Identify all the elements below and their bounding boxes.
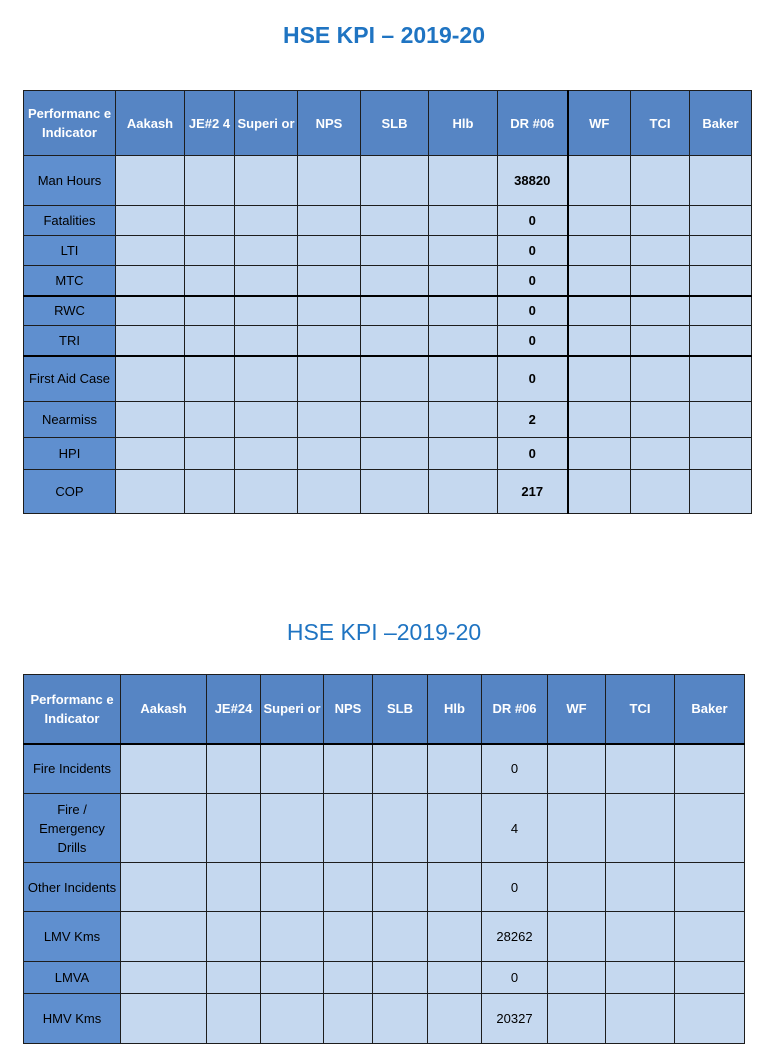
- empty-cell: [185, 236, 235, 266]
- empty-cell: [235, 266, 298, 296]
- empty-cell: [261, 994, 324, 1044]
- empty-cell: [548, 994, 606, 1044]
- empty-cell: [690, 326, 752, 356]
- page-title-2: HSE KPI –2019-20: [286, 619, 482, 645]
- header-performance-indicator: Performanc e Indicator: [24, 675, 121, 744]
- empty-cell: [121, 794, 207, 863]
- empty-cell: [690, 266, 752, 296]
- header-aakash: Aakash: [116, 91, 185, 156]
- empty-cell: [606, 962, 675, 994]
- dr06-value: 0: [498, 356, 568, 402]
- empty-cell: [373, 962, 428, 994]
- row-label: LMVA: [24, 962, 121, 994]
- table-row: [24, 356, 752, 402]
- table-row: [24, 863, 745, 912]
- header-aakash: Aakash: [121, 675, 207, 744]
- empty-cell: [235, 470, 298, 514]
- empty-cell: [185, 356, 235, 402]
- empty-cell: [298, 206, 361, 236]
- empty-cell: [121, 962, 207, 994]
- empty-cell: [116, 156, 185, 206]
- empty-cell: [548, 744, 606, 794]
- header-superior: Superi or: [235, 91, 298, 156]
- table-row: [24, 912, 745, 962]
- empty-cell: [429, 206, 498, 236]
- empty-cell: [675, 863, 745, 912]
- empty-cell: [690, 156, 752, 206]
- empty-cell: [690, 470, 752, 514]
- empty-cell: [429, 438, 498, 470]
- empty-cell: [373, 994, 428, 1044]
- empty-cell: [324, 912, 373, 962]
- header-superior: Superi or: [261, 675, 324, 744]
- empty-cell: [116, 206, 185, 236]
- dr06-value: 0: [482, 863, 548, 912]
- row-label: COP: [24, 470, 116, 514]
- empty-cell: [235, 326, 298, 356]
- empty-cell: [568, 326, 631, 356]
- empty-cell: [185, 402, 235, 438]
- empty-cell: [298, 266, 361, 296]
- dr06-value: 38820: [498, 156, 568, 206]
- empty-cell: [235, 156, 298, 206]
- header-tci: TCI: [631, 91, 690, 156]
- empty-cell: [207, 863, 261, 912]
- dr06-value: 0: [498, 438, 568, 470]
- table-row: [24, 296, 752, 326]
- empty-cell: [690, 206, 752, 236]
- empty-cell: [298, 296, 361, 326]
- header-slb: SLB: [373, 675, 428, 744]
- empty-cell: [373, 794, 428, 863]
- table-row: [24, 402, 752, 438]
- row-label: Other Incidents: [24, 863, 121, 912]
- empty-cell: [207, 962, 261, 994]
- empty-cell: [298, 438, 361, 470]
- empty-cell: [548, 863, 606, 912]
- empty-cell: [298, 470, 361, 514]
- empty-cell: [116, 438, 185, 470]
- empty-cell: [185, 206, 235, 236]
- dr06-value: 0: [498, 236, 568, 266]
- header-hlb: Hlb: [429, 91, 498, 156]
- empty-cell: [428, 994, 482, 1044]
- empty-cell: [690, 356, 752, 402]
- table-row: [24, 744, 745, 794]
- header-slb: SLB: [361, 91, 429, 156]
- empty-cell: [207, 744, 261, 794]
- empty-cell: [361, 266, 429, 296]
- empty-cell: [606, 912, 675, 962]
- empty-cell: [361, 206, 429, 236]
- empty-cell: [116, 356, 185, 402]
- empty-cell: [568, 470, 631, 514]
- empty-cell: [324, 794, 373, 863]
- empty-cell: [675, 912, 745, 962]
- empty-cell: [116, 402, 185, 438]
- empty-cell: [429, 266, 498, 296]
- row-label: RWC: [24, 296, 116, 326]
- table-row: [24, 206, 752, 236]
- empty-cell: [235, 206, 298, 236]
- empty-cell: [631, 470, 690, 514]
- empty-cell: [235, 296, 298, 326]
- empty-cell: [548, 912, 606, 962]
- empty-cell: [121, 744, 207, 794]
- header-je24: JE#2 4: [185, 91, 235, 156]
- dr06-value: 28262: [482, 912, 548, 962]
- empty-cell: [429, 236, 498, 266]
- empty-cell: [429, 326, 498, 356]
- empty-cell: [690, 402, 752, 438]
- empty-cell: [631, 156, 690, 206]
- empty-cell: [428, 863, 482, 912]
- empty-cell: [631, 206, 690, 236]
- empty-cell: [568, 156, 631, 206]
- header-wf: WF: [568, 91, 631, 156]
- empty-cell: [606, 794, 675, 863]
- header-performance-indicator: Performanc e Indicator: [24, 91, 116, 156]
- empty-cell: [116, 266, 185, 296]
- empty-cell: [548, 794, 606, 863]
- empty-cell: [116, 296, 185, 326]
- empty-cell: [261, 794, 324, 863]
- empty-cell: [324, 994, 373, 1044]
- header-nps: NPS: [324, 675, 373, 744]
- table-row: [24, 326, 752, 356]
- empty-cell: [298, 356, 361, 402]
- dr06-value: 217: [498, 470, 568, 514]
- dr06-value: 0: [498, 296, 568, 326]
- table-row: [24, 470, 752, 514]
- empty-cell: [631, 356, 690, 402]
- empty-cell: [261, 863, 324, 912]
- empty-cell: [261, 962, 324, 994]
- empty-cell: [121, 863, 207, 912]
- empty-cell: [235, 236, 298, 266]
- empty-cell: [690, 296, 752, 326]
- empty-cell: [324, 744, 373, 794]
- empty-cell: [207, 994, 261, 1044]
- header-nps: NPS: [298, 91, 361, 156]
- empty-cell: [631, 326, 690, 356]
- empty-cell: [548, 962, 606, 994]
- empty-cell: [429, 296, 498, 326]
- empty-cell: [631, 236, 690, 266]
- empty-cell: [429, 470, 498, 514]
- empty-cell: [324, 863, 373, 912]
- row-label: Fire Incidents: [24, 744, 121, 794]
- empty-cell: [116, 236, 185, 266]
- empty-cell: [429, 356, 498, 402]
- empty-cell: [568, 236, 631, 266]
- header-dr06: DR #06: [482, 675, 548, 744]
- empty-cell: [675, 744, 745, 794]
- dr06-value: 0: [498, 326, 568, 356]
- empty-cell: [675, 794, 745, 863]
- empty-cell: [568, 438, 631, 470]
- table-row: [24, 794, 745, 863]
- dr06-value: 0: [482, 962, 548, 994]
- row-label: HMV Kms: [24, 994, 121, 1044]
- empty-cell: [631, 438, 690, 470]
- empty-cell: [207, 794, 261, 863]
- empty-cell: [428, 962, 482, 994]
- row-label: HPI: [24, 438, 116, 470]
- dr06-value: 20327: [482, 994, 548, 1044]
- empty-cell: [185, 296, 235, 326]
- dr06-value: 0: [498, 206, 568, 236]
- empty-cell: [429, 156, 498, 206]
- empty-cell: [324, 962, 373, 994]
- empty-cell: [121, 912, 207, 962]
- row-label: Fire / Emergency Drills: [24, 794, 121, 863]
- empty-cell: [373, 912, 428, 962]
- empty-cell: [361, 438, 429, 470]
- empty-cell: [690, 236, 752, 266]
- empty-cell: [116, 470, 185, 514]
- table-row: [24, 438, 752, 470]
- table-row: [24, 156, 752, 206]
- header-baker: Baker: [675, 675, 745, 744]
- empty-cell: [428, 744, 482, 794]
- empty-cell: [373, 863, 428, 912]
- row-label: Fatalities: [24, 206, 116, 236]
- kpi-table-1: [23, 90, 752, 514]
- empty-cell: [631, 266, 690, 296]
- empty-cell: [631, 402, 690, 438]
- empty-cell: [606, 744, 675, 794]
- empty-cell: [116, 326, 185, 356]
- header-hlb: Hlb: [428, 675, 482, 744]
- dr06-value: 2: [498, 402, 568, 438]
- empty-cell: [235, 402, 298, 438]
- empty-cell: [568, 402, 631, 438]
- empty-cell: [568, 206, 631, 236]
- dr06-value: 0: [498, 266, 568, 296]
- empty-cell: [428, 794, 482, 863]
- empty-cell: [606, 863, 675, 912]
- empty-cell: [373, 744, 428, 794]
- empty-cell: [298, 156, 361, 206]
- empty-cell: [690, 438, 752, 470]
- empty-cell: [298, 326, 361, 356]
- empty-cell: [606, 994, 675, 1044]
- empty-cell: [298, 402, 361, 438]
- page-title-1: HSE KPI – 2019-20: [282, 22, 485, 48]
- header-baker: Baker: [690, 91, 752, 156]
- empty-cell: [298, 236, 361, 266]
- header-dr06: DR #06: [498, 91, 568, 156]
- empty-cell: [261, 912, 324, 962]
- table-row: [24, 994, 745, 1044]
- empty-cell: [207, 912, 261, 962]
- table-row: [24, 236, 752, 266]
- row-label: TRI: [24, 326, 116, 356]
- empty-cell: [185, 470, 235, 514]
- empty-cell: [675, 962, 745, 994]
- empty-cell: [675, 994, 745, 1044]
- empty-cell: [185, 156, 235, 206]
- empty-cell: [361, 356, 429, 402]
- empty-cell: [428, 912, 482, 962]
- empty-cell: [631, 296, 690, 326]
- empty-cell: [429, 402, 498, 438]
- kpi-table-2: [23, 674, 745, 1044]
- dr06-value: 0: [482, 744, 548, 794]
- header-je24: JE#24: [207, 675, 261, 744]
- empty-cell: [361, 402, 429, 438]
- empty-cell: [568, 296, 631, 326]
- row-label: LTI: [24, 236, 116, 266]
- empty-cell: [361, 470, 429, 514]
- empty-cell: [568, 356, 631, 402]
- empty-cell: [361, 236, 429, 266]
- empty-cell: [235, 438, 298, 470]
- table-row: [24, 962, 745, 994]
- empty-cell: [185, 438, 235, 470]
- row-label: Man Hours: [24, 156, 116, 206]
- empty-cell: [235, 356, 298, 402]
- empty-cell: [361, 156, 429, 206]
- empty-cell: [361, 296, 429, 326]
- row-label: MTC: [24, 266, 116, 296]
- header-wf: WF: [548, 675, 606, 744]
- empty-cell: [568, 266, 631, 296]
- empty-cell: [261, 744, 324, 794]
- empty-cell: [121, 994, 207, 1044]
- empty-cell: [185, 266, 235, 296]
- row-label: First Aid Case: [24, 356, 116, 402]
- dr06-value: 4: [482, 794, 548, 863]
- row-label: Nearmiss: [24, 402, 116, 438]
- table-row: [24, 266, 752, 296]
- empty-cell: [185, 326, 235, 356]
- row-label: LMV Kms: [24, 912, 121, 962]
- empty-cell: [361, 326, 429, 356]
- header-tci: TCI: [606, 675, 675, 744]
